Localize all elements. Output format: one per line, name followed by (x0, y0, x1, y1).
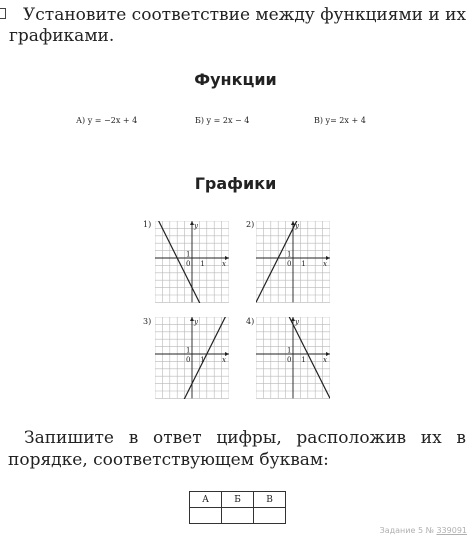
graph-2-label: 2) (246, 220, 255, 229)
graph-4-axis-x: x (323, 356, 327, 364)
graph-4-axis-y: y (295, 318, 299, 326)
graph-4-unit-x: 1 (301, 356, 306, 364)
function-c: В) y= 2x + 4 (314, 116, 366, 125)
graph-3-unit-x: 1 (200, 356, 205, 364)
graph-2 (256, 221, 330, 303)
graph-4-unit-y: 1 (287, 346, 292, 355)
graph-2-axis-y: y (295, 222, 299, 230)
answer-col-c: В (254, 492, 286, 508)
graph-3-label: 3) (143, 317, 152, 326)
answer-cell-c[interactable] (254, 508, 286, 524)
footer-task-link[interactable]: 339091 (436, 526, 467, 535)
graph-1-origin: 0 (186, 260, 191, 268)
graph-1-unit-y: 1 (186, 250, 191, 259)
answer-col-b: Б (222, 492, 254, 508)
graph-4-origin: 0 (287, 356, 292, 364)
graph-3 (155, 317, 229, 399)
graph-3-axis-y: y (194, 318, 198, 326)
graph-4-axes (256, 317, 330, 398)
graph-2-axis-x: x (323, 260, 327, 268)
answer-table (189, 491, 286, 524)
answer-input-row (190, 508, 286, 524)
graph-2-axes (256, 221, 330, 302)
answer-instruction: Запишите в ответ цифры, расположив их в порядке, соответствующем буквам: (8, 428, 466, 470)
graph-1-axis-x: x (222, 260, 226, 268)
graph-3-origin: 0 (186, 356, 191, 364)
graph-4-label: 4) (246, 317, 255, 326)
graph-3-axis-x: x (222, 356, 226, 364)
answer-col-a: А (190, 492, 222, 508)
graph-4 (256, 317, 330, 399)
answer-cell-b[interactable] (222, 508, 254, 524)
task-footer (380, 526, 467, 535)
checkbox[interactable] (0, 8, 6, 19)
graph-2-origin: 0 (287, 260, 292, 268)
answer-header-row (190, 492, 286, 508)
graph-1-axis-y: y (194, 222, 198, 230)
graph-1-label: 1) (143, 220, 152, 229)
function-b: Б) y = 2x − 4 (195, 116, 250, 125)
graph-1-unit-x: 1 (200, 260, 205, 268)
graph-2-unit-x: 1 (301, 260, 306, 268)
task-text: Установите соответствие между функциями и их графиками. (9, 5, 467, 46)
graph-1-axes (155, 221, 229, 302)
answer-cell-a[interactable] (190, 508, 222, 524)
function-a: А) y = −2x + 4 (76, 116, 138, 125)
functions-heading: Функции (194, 70, 277, 89)
footer-prefix: Задание 5 № (379, 526, 437, 535)
graph-3-unit-y: 1 (186, 346, 191, 355)
graph-1 (155, 221, 229, 303)
graphs-heading: Графики (194, 174, 277, 193)
graph-2-unit-y: 1 (287, 250, 292, 259)
graph-3-axes (155, 317, 229, 398)
